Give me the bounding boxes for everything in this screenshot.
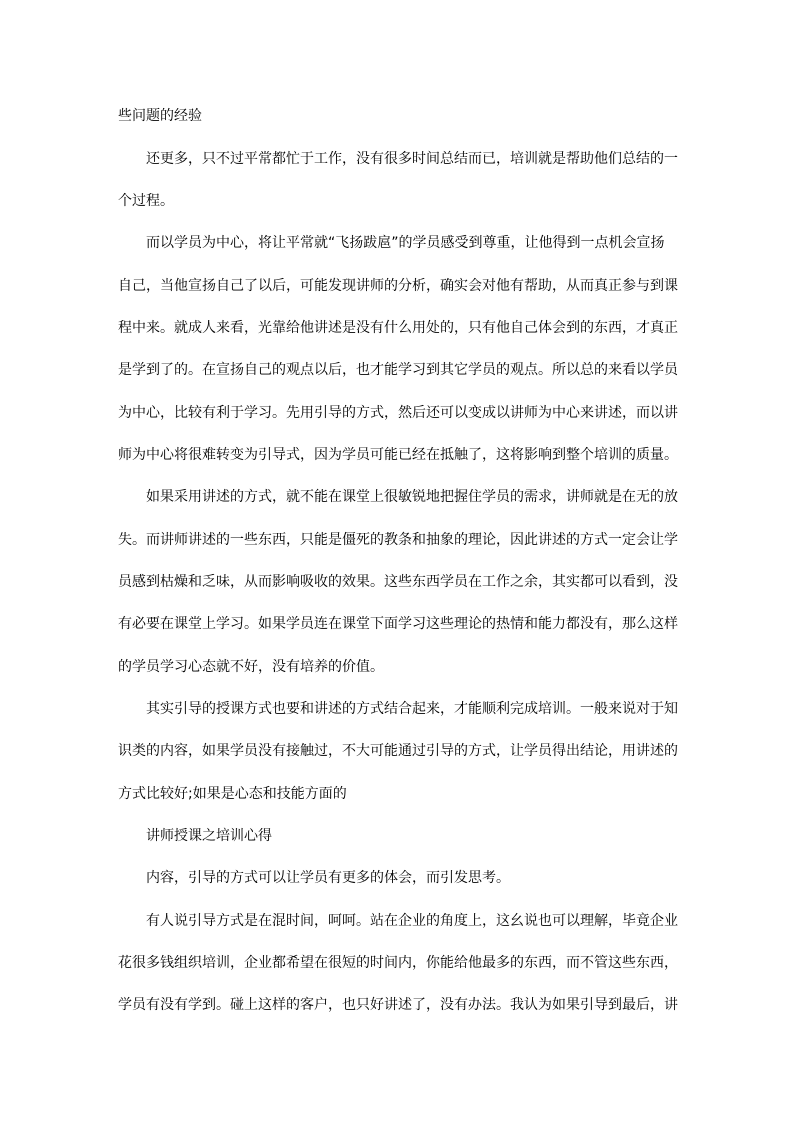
text-line: 花很多钱组织培训，企业都希望在很短的时间内，你能给他最多的东西，而不管这些东西，: [118, 955, 678, 971]
text-line: 为中心，比较有利于学习。先用引导的方式，然后还可以变成以讲师为中心来讲述，而以讲: [118, 405, 678, 421]
paragraph-line: 有人说引导方式是在混时间，呵呵。站在企业的角度上，这幺说也可以理解，毕竟企业: [146, 913, 678, 929]
text-line: 失。而讲师讲述的一些东西，只能是僵死的教条和抽象的理论，因此讲述的方式一定会让学: [118, 532, 678, 548]
text-line: 是学到了的。在宣扬自己的观点以后，也才能学习到其它学员的观点。所以总的来看以学员: [118, 362, 678, 378]
text-line: 识类的内容，如果学员没有接触过，不大可能通过引导的方式，让学员得出结论，用讲述的: [118, 743, 678, 759]
paragraph-line: 内容，引导的方式可以让学员有更多的体会，而引发思考。: [146, 870, 510, 886]
text-line: 员感到枯燥和乏味，从而影响吸收的效果。这些东西学员在工作之余，其实都可以看到，没: [118, 574, 678, 590]
text-line: 自己，当他宣扬自己了以后，可能发现讲师的分析，确实会对他有帮助，从而真正参与到课: [118, 278, 678, 294]
text-line: 些问题的经验: [118, 108, 202, 124]
paragraph-line: 其实引导的授课方式也要和讲述的方式结合起来，才能顺利完成培训。一般来说对于知: [146, 701, 678, 717]
section-heading: 讲师授课之培训心得: [146, 828, 272, 844]
text-line: 学员有没有学到。碰上这样的客户，也只好讲述了，没有办法。我认为如果引导到最后，讲: [118, 997, 678, 1013]
text-line: 有必要在课堂上学习。如果学员连在课堂下面学习这些理论的热情和能力都没有，那么这样: [118, 616, 678, 632]
paragraph-line: 还更多，只不过平常都忙于工作，没有很多时间总结而已，培训就是帮助他们总结的一: [146, 151, 678, 167]
text-line: 师为中心将很难转变为引导式，因为学员可能已经在抵触了，这将影响到整个培训的质量。: [118, 447, 678, 463]
paragraph-line: 如果采用讲述的方式，就不能在课堂上很敏锐地把握住学员的需求，讲师就是在无的放: [146, 489, 678, 505]
text-line: 方式比较好;如果是心态和技能方面的: [118, 786, 347, 802]
text-line: 程中来。就成人来看，光靠给他讲述是没有什么用处的，只有他自己体会到的东西，才真正: [118, 320, 678, 336]
text-line: 的学员学习心态就不好，没有培养的价值。: [118, 659, 384, 675]
text-line: 个过程。: [118, 193, 174, 209]
paragraph-line: 而以学员为中心，将让平常就“飞扬跋扈”的学员感受到尊重，让他得到一点机会宣扬: [146, 235, 665, 251]
